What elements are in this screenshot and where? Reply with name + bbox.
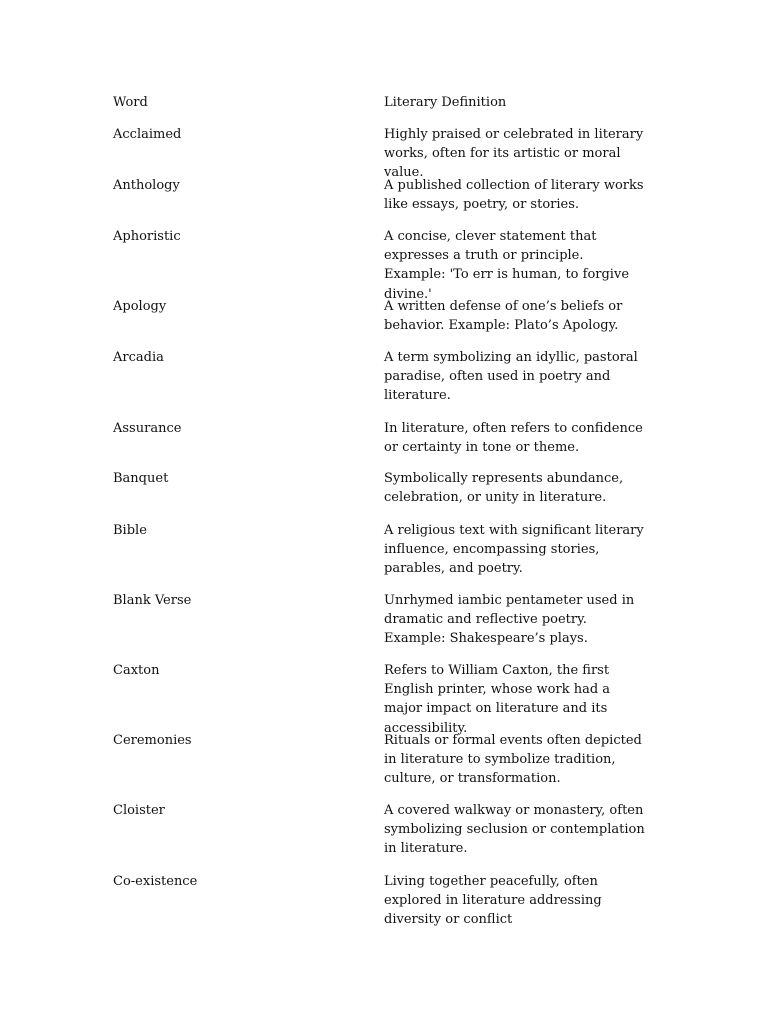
table-row (113, 801, 653, 859)
row-definition: Living together peacefully, often explored in literature addressing diversity or conflict (384, 874, 602, 928)
table-row (113, 227, 653, 304)
row-word: Anthology (113, 178, 180, 193)
row-definition: A written defense of one’s beliefs or behavior. Example: Plato’s Apology. (384, 299, 623, 334)
row-definition: Highly praised or celebrated in literary works, often for its artistic or moral value. (384, 127, 644, 181)
row-definition: Symbolically represents abundance, celebration, or unity in literature. (384, 471, 624, 506)
row-word: Banquet (113, 471, 169, 486)
row-definition: In literature, often refers to confidence or certainty in tone or theme. (384, 421, 643, 456)
table-row (113, 419, 653, 457)
row-word: Assurance (113, 421, 182, 436)
table-row (113, 591, 653, 649)
table-header-row (113, 93, 653, 112)
header-word: Word (113, 95, 148, 110)
row-word: Co-existence (113, 874, 198, 889)
row-word: Caxton (113, 663, 160, 678)
table-row (113, 348, 653, 406)
row-word: Aphoristic (113, 229, 181, 244)
table-row (113, 469, 653, 507)
row-word: Ceremonies (113, 733, 192, 748)
table-row (113, 731, 653, 789)
table-row (113, 297, 653, 335)
table-row (113, 872, 653, 930)
row-word: Bible (113, 523, 147, 538)
row-definition: A religious text with significant literary influence, encompassing stories, parables, and poetry. (384, 523, 644, 577)
table-row (113, 176, 653, 214)
row-word: Cloister (113, 803, 165, 818)
row-definition: Unrhymed iambic pentameter used in dramatic and reflective poetry. Example: Shakespeare’s plays. (384, 593, 635, 647)
row-word: Apology (113, 299, 167, 314)
row-definition: A concise, clever statement that expresses a truth or principle. Example: 'To err is human, to forgive divine.' (384, 229, 630, 302)
row-word: Blank Verse (113, 593, 192, 608)
row-definition: Refers to William Caxton, the first English printer, whose work had a major impact on literature and its accessibility. (384, 663, 611, 736)
table-row (113, 125, 653, 183)
table-row (113, 521, 653, 579)
row-definition: A covered walkway or monastery, often symbolizing seclusion or contemplation in literature. (384, 803, 645, 857)
row-definition: Rituals or formal events often depicted in literature to symbolize tradition, culture, or transformation. (384, 733, 642, 787)
table-row (113, 661, 653, 738)
row-definition: A term symbolizing an idyllic, pastoral paradise, often used in poetry and literature. (384, 350, 638, 404)
header-definition: Literary Definition (384, 95, 507, 110)
row-word: Arcadia (113, 350, 164, 365)
row-definition: A published collection of literary works like essays, poetry, or stories. (384, 178, 644, 213)
row-word: Acclaimed (113, 127, 182, 142)
